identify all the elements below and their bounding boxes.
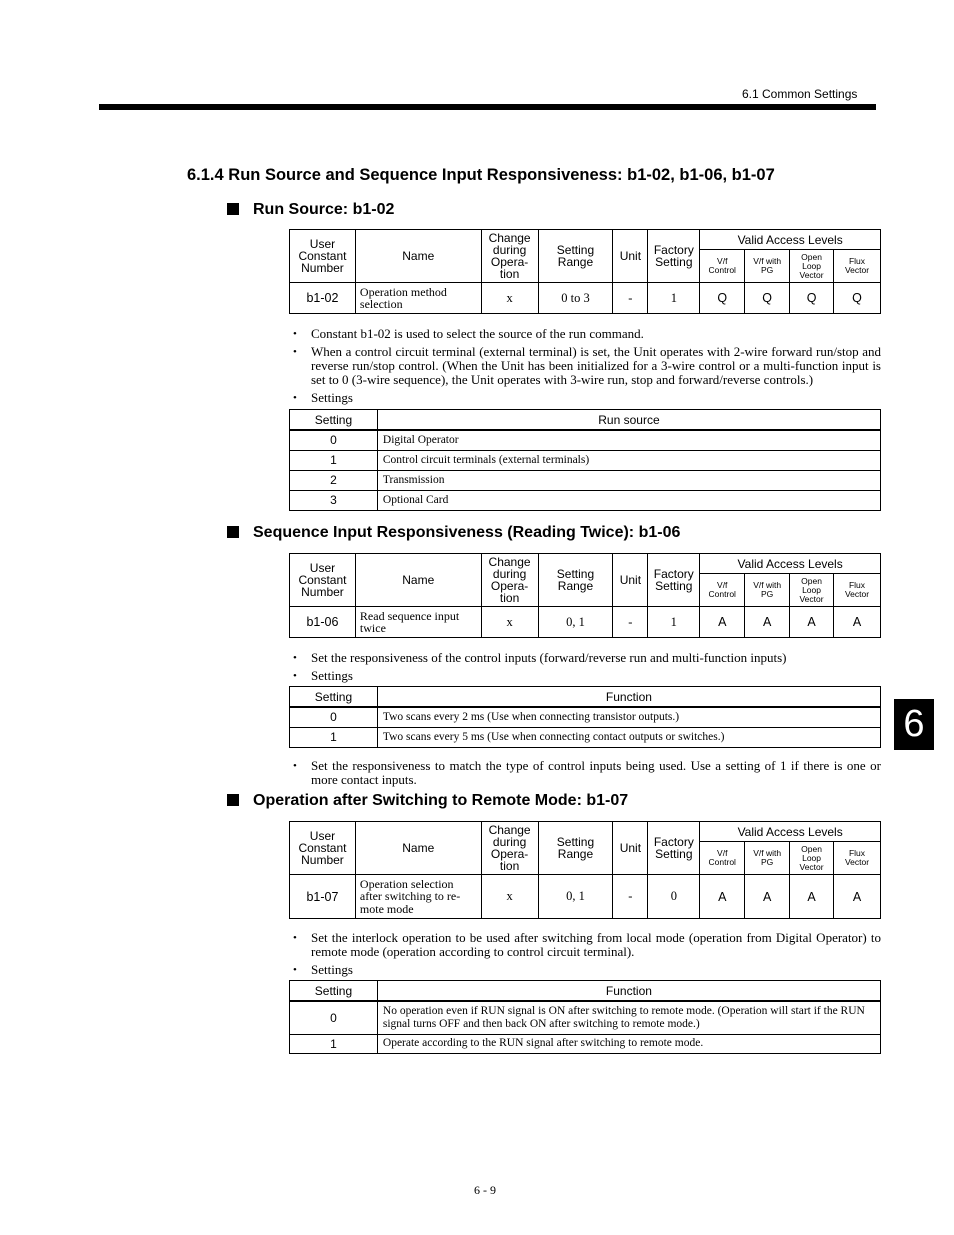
square-bullet-icon xyxy=(227,203,239,215)
param-name: Read sequence input twice xyxy=(355,607,481,638)
setting-description: Operate according to the RUN signal after switching to remote mode. xyxy=(377,1034,880,1053)
settings-col-setting: Setting xyxy=(290,687,378,708)
param-range: 0, 1 xyxy=(538,875,613,919)
setting-description: No operation even if RUN signal is ON after switching to remote mode. (Operation will start if the RUN signal turns OFF and then back ON after switching to remote mode.) xyxy=(377,1001,880,1034)
table-row xyxy=(290,875,881,919)
page-number: 6 - 9 xyxy=(474,1183,496,1197)
table-row xyxy=(290,490,881,510)
param-factory: 1 xyxy=(648,283,700,314)
bullet-list xyxy=(293,327,881,409)
param-unit: - xyxy=(613,875,648,919)
param-vfpg: Q xyxy=(745,283,790,314)
param-range: 0 to 3 xyxy=(538,283,613,314)
col-vf-pg: V/f with PG xyxy=(745,250,790,283)
col-access-levels: Valid Access Levels xyxy=(700,554,881,574)
square-bullet-icon xyxy=(227,794,239,806)
square-bullet-icon xyxy=(227,526,239,538)
col-vf-pg: V/f with PG xyxy=(745,574,790,607)
list-item: • Set the responsiveness to match the type of control inputs being used. Use a setting of 1 if there is one or more contact inputs. xyxy=(293,759,881,787)
col-range: Setting Range xyxy=(538,230,613,283)
list-item: • Set the responsiveness of the control inputs (forward/reverse run and multi-function inputs) xyxy=(293,651,881,665)
table-row xyxy=(290,1001,881,1034)
list-item: • Settings xyxy=(293,963,881,977)
col-change: Change during Opera- tion xyxy=(481,230,538,283)
setting-value: 1 xyxy=(290,450,378,470)
setting-description: Control circuit terminals (external terminals) xyxy=(377,450,880,470)
param-number: b1-02 xyxy=(290,283,356,314)
col-vf-control: V/f Control xyxy=(700,574,745,607)
setting-description: Digital Operator xyxy=(377,430,880,450)
param-olv: A xyxy=(790,875,834,919)
col-access-levels: Valid Access Levels xyxy=(700,230,881,250)
col-user-constant: User Constant Number xyxy=(290,554,356,607)
running-header: 6.1 Common Settings xyxy=(742,87,858,101)
setting-description: Transmission xyxy=(377,470,880,490)
settings-col-run-source: Run source xyxy=(377,410,880,431)
list-item: • Settings xyxy=(293,669,881,683)
settings-col-setting: Setting xyxy=(290,410,378,431)
section-title: 6.1.4 Run Source and Sequence Input Responsiveness: b1-02, b1-06, b1-07 xyxy=(187,166,775,184)
param-olv: Q xyxy=(790,283,834,314)
col-change: Change during Opera- tion xyxy=(481,554,538,607)
setting-description: Two scans every 5 ms (Use when connecting contact outputs or switches.) xyxy=(377,727,880,747)
col-vf-control: V/f Control xyxy=(700,250,745,283)
setting-value: 1 xyxy=(290,1034,378,1053)
param-name: Operation method selection xyxy=(355,283,481,314)
setting-value: 2 xyxy=(290,470,378,490)
list-item: • Constant b1-02 is used to select the source of the run command. xyxy=(293,327,881,341)
param-unit: - xyxy=(613,607,648,638)
subheading-text: Sequence Input Responsiveness (Reading Twice): b1-06 xyxy=(253,524,681,541)
col-factory: Factory Setting xyxy=(648,230,700,283)
col-vf-control: V/f Control xyxy=(700,842,745,875)
col-change: Change during Opera- tion xyxy=(481,822,538,875)
param-flux: A xyxy=(834,607,881,638)
param-change: x xyxy=(481,283,538,314)
col-unit: Unit xyxy=(613,822,648,875)
bullet-list xyxy=(293,651,881,687)
table-row xyxy=(290,707,881,727)
table-row xyxy=(290,1034,881,1053)
subheading-run-source xyxy=(227,201,394,219)
col-name: Name xyxy=(355,230,481,283)
col-user-constant: User Constant Number xyxy=(290,822,356,875)
param-table-b1-07 xyxy=(289,821,881,919)
bullet-list xyxy=(293,759,881,791)
param-olv: A xyxy=(790,607,834,638)
table-row xyxy=(290,727,881,747)
param-table-b1-02 xyxy=(289,229,881,314)
subheading-remote-mode xyxy=(227,792,628,810)
param-range: 0, 1 xyxy=(538,607,613,638)
setting-value: 1 xyxy=(290,727,378,747)
col-open-loop-vector: Open Loop Vector xyxy=(790,574,834,607)
subheading-text: Operation after Switching to Remote Mode: b1-07 xyxy=(253,792,629,809)
param-flux: Q xyxy=(834,283,881,314)
col-factory: Factory Setting xyxy=(648,554,700,607)
table-row xyxy=(290,430,881,450)
list-item: • When a control circuit terminal (external terminal) is set, the Unit operates with 2-wire forward run/stop and reverse run/stop control. (When the Unit has been initialized for a 3-wire control or a multi-function input is set to 0 (3-wire sequence), the Unit operates with 3-wire run, stop and forward/reverse controls.) xyxy=(293,345,881,387)
col-unit: Unit xyxy=(613,554,648,607)
param-vf: A xyxy=(700,875,745,919)
setting-value: 0 xyxy=(290,430,378,450)
param-name: Operation selection after switching to re- mote mode xyxy=(355,875,481,919)
setting-value: 0 xyxy=(290,707,378,727)
header-rule xyxy=(99,104,876,110)
setting-value: 3 xyxy=(290,490,378,510)
param-factory: 0 xyxy=(648,875,700,919)
list-item: • Settings xyxy=(293,391,881,405)
setting-value: 0 xyxy=(290,1001,378,1034)
settings-table-b1-07 xyxy=(289,980,881,1054)
param-number: b1-07 xyxy=(290,875,356,919)
table-row xyxy=(290,607,881,638)
subheading-sequence-input xyxy=(227,524,680,542)
param-number: b1-06 xyxy=(290,607,356,638)
param-vfpg: A xyxy=(745,875,790,919)
col-flux-vector: Flux Vector xyxy=(834,250,881,283)
col-access-levels: Valid Access Levels xyxy=(700,822,881,842)
col-user-constant: User Constant Number xyxy=(290,230,356,283)
settings-col-function: Function xyxy=(377,687,880,708)
table-row xyxy=(290,450,881,470)
param-change: x xyxy=(481,607,538,638)
param-vf: A xyxy=(700,607,745,638)
param-vfpg: A xyxy=(745,607,790,638)
col-range: Setting Range xyxy=(538,822,613,875)
col-name: Name xyxy=(355,554,481,607)
col-flux-vector: Flux Vector xyxy=(834,842,881,875)
subheading-text: Run Source: b1-02 xyxy=(253,201,395,218)
param-flux: A xyxy=(834,875,881,919)
col-open-loop-vector: Open Loop Vector xyxy=(790,842,834,875)
table-row xyxy=(290,470,881,490)
param-table-b1-06 xyxy=(289,553,881,638)
setting-description: Optional Card xyxy=(377,490,880,510)
col-vf-pg: V/f with PG xyxy=(745,842,790,875)
list-item: • Set the interlock operation to be used after switching from local mode (operation from Digital Operator) to remote mode (operation according to control circuit terminal). xyxy=(293,931,881,959)
settings-table-b1-02 xyxy=(289,409,881,511)
param-vf: Q xyxy=(700,283,745,314)
settings-col-setting: Setting xyxy=(290,981,378,1002)
param-change: x xyxy=(481,875,538,919)
col-range: Setting Range xyxy=(538,554,613,607)
param-factory: 1 xyxy=(648,607,700,638)
chapter-tab: 6 xyxy=(894,699,934,750)
col-name: Name xyxy=(355,822,481,875)
settings-table-b1-06 xyxy=(289,686,881,748)
col-unit: Unit xyxy=(613,230,648,283)
col-factory: Factory Setting xyxy=(648,822,700,875)
col-open-loop-vector: Open Loop Vector xyxy=(790,250,834,283)
settings-col-function: Function xyxy=(377,981,880,1002)
param-unit: - xyxy=(613,283,648,314)
setting-description: Two scans every 2 ms (Use when connecting transistor outputs.) xyxy=(377,707,880,727)
bullet-list xyxy=(293,931,881,981)
col-flux-vector: Flux Vector xyxy=(834,574,881,607)
table-row xyxy=(290,283,881,314)
